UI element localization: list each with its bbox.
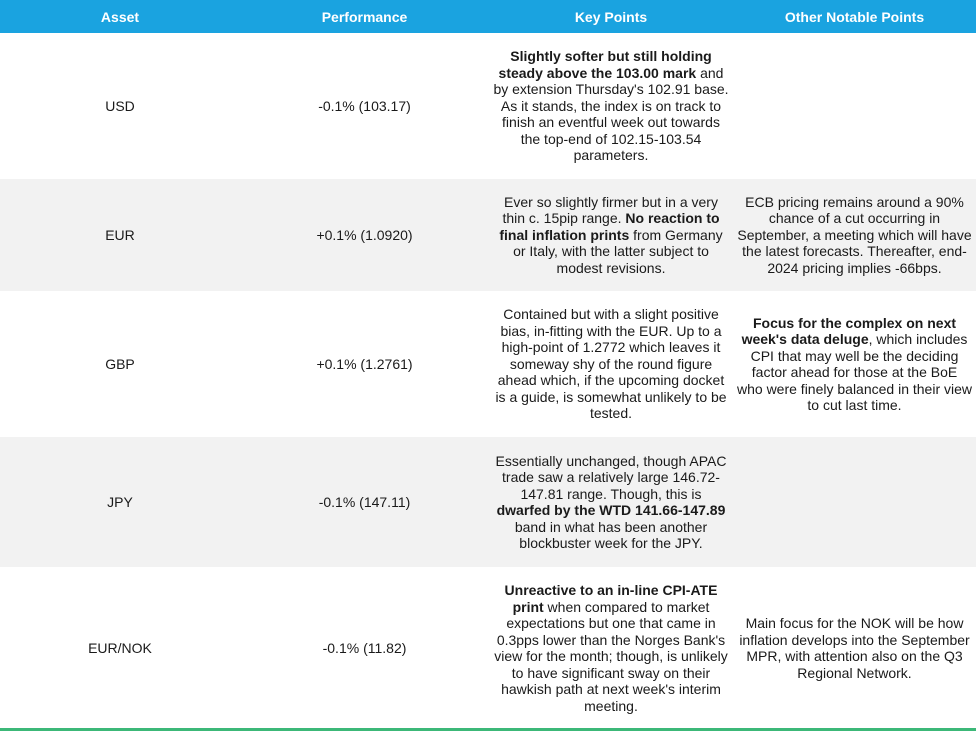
asset-cell: GBP bbox=[105, 355, 135, 372]
other-points-cell bbox=[733, 33, 976, 179]
body-text: Ever so slightly firmer but in a very thin c. 15pip range. bbox=[502, 193, 718, 227]
performance-cell: +0.1% (1.2761) bbox=[316, 355, 413, 372]
asset-cell: EUR bbox=[0, 179, 240, 291]
body-text: Main focus for the NOK will be how inflation develops into the September MPR, with attention also on the Q3 Regional Network. bbox=[739, 615, 970, 681]
bottom-rule bbox=[0, 728, 976, 731]
table-row bbox=[0, 33, 976, 179]
key-points-cell bbox=[489, 291, 733, 437]
other-points-cell bbox=[733, 437, 976, 567]
body-text: Essentially unchanged, though APAC trade saw a relatively large 146.72-147.81 range. Though, this is bbox=[495, 452, 727, 502]
other-points-cell bbox=[733, 291, 976, 437]
highlight-text: dwarfed by the WTD 141.66-147.89 bbox=[496, 502, 726, 518]
header-key-points: Key Points bbox=[489, 0, 733, 33]
table-row bbox=[0, 437, 976, 567]
key-points-cell bbox=[489, 179, 733, 291]
other-points-cell bbox=[733, 179, 976, 291]
key-points-cell bbox=[489, 437, 733, 567]
table-row bbox=[0, 179, 976, 291]
performance-cell: -0.1% (11.82) bbox=[322, 639, 407, 656]
body-text: ECB pricing remains around a 90% chance of a cut occurring in September, a meeting which will have the latest forecasts. Thereafter, end-2024 pricing implies -66bps. bbox=[737, 193, 972, 276]
header-asset: Asset bbox=[0, 0, 240, 33]
body-text: from Germany or Italy, with the latter subject to modest revisions. bbox=[513, 226, 723, 276]
performance-cell: -0.1% (147.11) bbox=[240, 437, 489, 567]
header-performance: Performance bbox=[240, 0, 489, 33]
performance-cell: -0.1% (103.17) bbox=[318, 97, 411, 114]
other-points-cell bbox=[733, 567, 976, 729]
highlight-text: Unreactive to an in-line CPI-ATE print bbox=[504, 582, 718, 615]
body-text: when compared to market expectations but one that came in 0.3pps lower than the Norges Bank's view for the month; though, is unlikely to have significant sway on their hawkish path at next week's interim meeting. bbox=[494, 598, 728, 714]
highlight-text: Focus for the complex on next week's data deluge bbox=[741, 314, 957, 347]
key-points-cell bbox=[489, 33, 733, 179]
asset-cell: JPY bbox=[0, 437, 240, 567]
asset-cell: EUR/NOK bbox=[88, 639, 152, 656]
asset-cell: USD bbox=[105, 97, 135, 114]
header-other-points: Other Notable Points bbox=[733, 0, 976, 33]
performance-cell: +0.1% (1.0920) bbox=[240, 179, 489, 291]
table-row bbox=[0, 567, 976, 729]
body-text: band in what has been another blockbuster week for the JPY. bbox=[514, 518, 708, 551]
table-row bbox=[0, 291, 976, 437]
body-text: , which includes CPI that may well be the deciding factor ahead for those at the BoE who were finely balanced in their view to cut last time. bbox=[737, 331, 973, 413]
key-points-cell bbox=[489, 567, 733, 729]
highlight-text: Slightly softer but still holding steady above the 103.00 mark bbox=[498, 48, 712, 81]
body-text: and by extension Thursday's 102.91 base. As it stands, the index is on track to finish an eventful week out towards the top-end of 102.15-103.54 parameters. bbox=[493, 64, 729, 164]
highlight-text: No reaction to final inflation prints bbox=[499, 210, 720, 243]
table-header-row bbox=[0, 0, 976, 33]
body-text: Contained but with a slight positive bias, in-fitting with the EUR. Up to a high-point of 1.2772 which leaves it someway shy of the round figure ahead which, if the upcoming docket is a guide, is somewhat unlikely to be tested. bbox=[495, 306, 727, 422]
